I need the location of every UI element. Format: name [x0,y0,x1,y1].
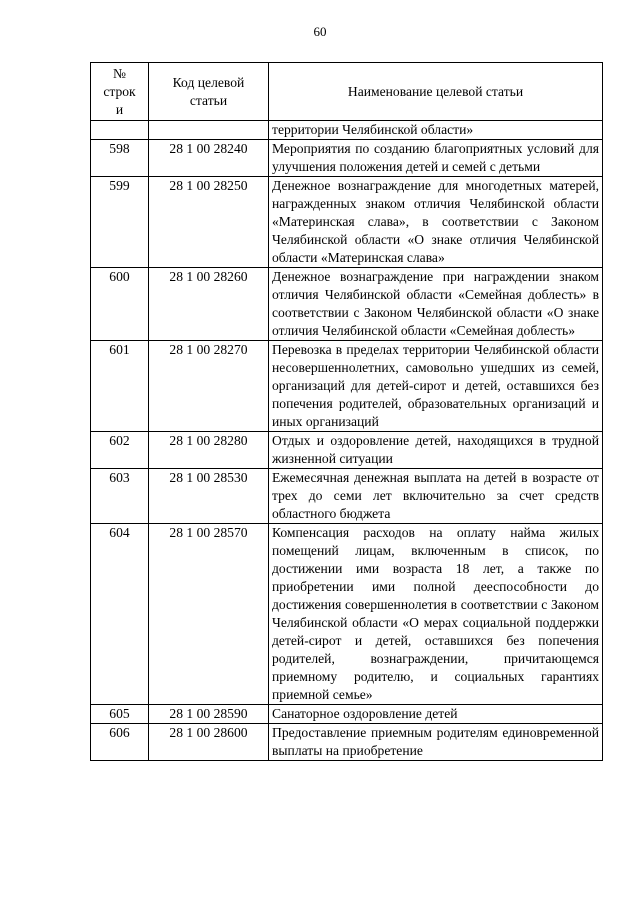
table-row [91,268,603,341]
row-code: 28 1 00 28600 [149,724,269,761]
row-name: Перевозка в пределах территории Челябинской области несовершеннолетних, самовольно ушедших из семей, организаций для детей-сирот и детей, оставшихся без попечения родителей, образовательных организаций и иных организаций [269,341,603,432]
row-number: 602 [91,432,149,469]
row-code: 28 1 00 28250 [149,177,269,268]
table-row [91,341,603,432]
table-row [91,121,603,140]
table-header-row [91,63,603,121]
target-articles-table [90,62,603,761]
row-code: 28 1 00 28570 [149,524,269,705]
row-name: Санаторное оздоровление детей [269,705,603,724]
row-number: 603 [91,469,149,524]
row-code [149,121,269,140]
table-row [91,177,603,268]
row-name: Ежемесячная денежная выплата на детей в возрасте от трех до семи лет включительно за счет средств областного бюджета [269,469,603,524]
row-name: Денежное вознаграждение при награждении знаком отличия Челябинской области «Семейная доблесть» в соответствии с Законом Челябинской области «О знаке отличия Челябинской области «Семейная доблесть» [269,268,603,341]
row-number [91,121,149,140]
row-number: 604 [91,524,149,705]
row-number: 606 [91,724,149,761]
row-name: территории Челябинской области» [269,121,603,140]
row-name: Отдых и оздоровление детей, находящихся в трудной жизненной ситуации [269,432,603,469]
header-name: Наименование целевой статьи [269,63,603,121]
row-code: 28 1 00 28280 [149,432,269,469]
row-number: 601 [91,341,149,432]
page-number: 60 [313,24,327,39]
row-number: 598 [91,140,149,177]
table-row [91,705,603,724]
table-row [91,432,603,469]
row-name: Мероприятия по созданию благоприятных условий для улучшения положения детей и семей с детьми [269,140,603,177]
header-code: Код целевой статьи [149,63,269,121]
table-row [91,469,603,524]
header-row-number: № строк и [91,63,149,121]
row-code: 28 1 00 28260 [149,268,269,341]
row-name: Денежное вознаграждение для многодетных матерей, награжденных знаком отличия Челябинской области «Материнская слава», в соответствии с Законом Челябинской области «О знаке отличия Челябинской области «Материнская слава» [269,177,603,268]
row-number: 599 [91,177,149,268]
row-code: 28 1 00 28270 [149,341,269,432]
row-code: 28 1 00 28590 [149,705,269,724]
row-number: 605 [91,705,149,724]
row-name: Компенсация расходов на оплату найма жилых помещений лицам, включенным в список, по достижении ими возраста 18 лет, а также по приобретении ими полной дееспособности до достижения совершеннолетия в соответствии с Законом Челябинской области «О мерах социальной поддержки детей-сирот и детей, оставшихся без попечения родителей, вознаграждении, причитающемся приемному родителю, и социальных гарантиях приемной семье» [269,524,603,705]
table-row [91,524,603,705]
row-number: 600 [91,268,149,341]
row-code: 28 1 00 28240 [149,140,269,177]
table-row [91,140,603,177]
row-code: 28 1 00 28530 [149,469,269,524]
row-name: Предоставление приемным родителям единовременной выплаты на приобретение [269,724,603,761]
table-row [91,724,603,761]
